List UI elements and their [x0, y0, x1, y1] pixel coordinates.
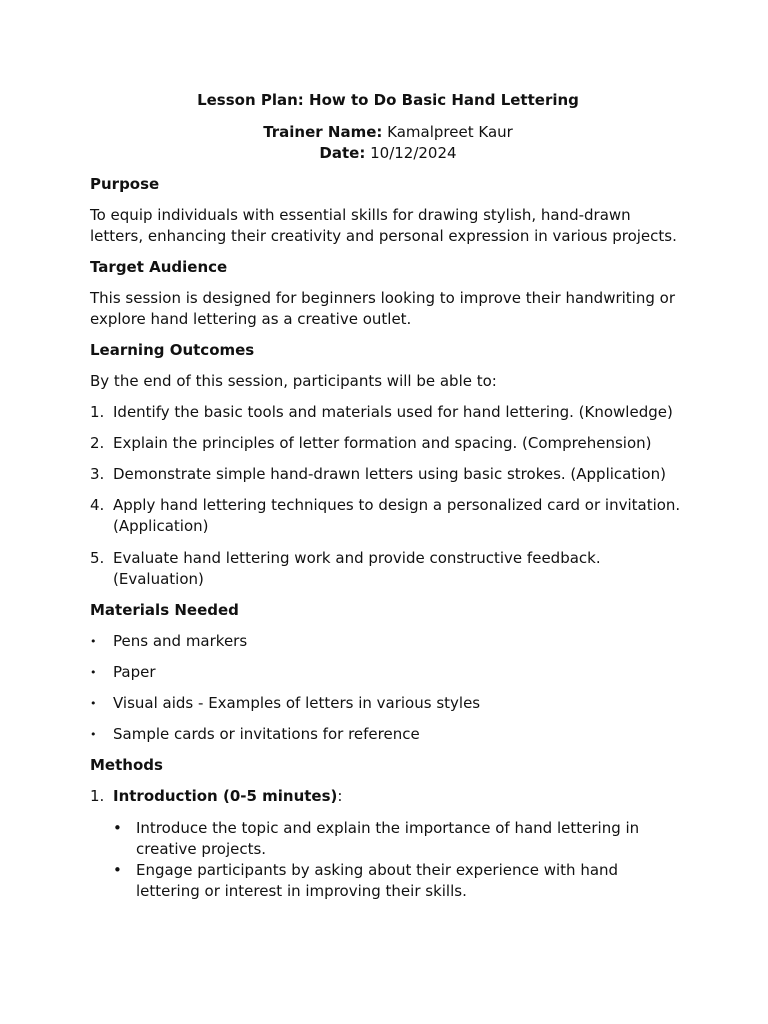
list-item [90, 433, 686, 454]
item-number: 2. [90, 434, 105, 452]
bullet-icon: • [90, 697, 97, 710]
item-text: Apply hand lettering techniques to design a personalized card or invitation. (Application) [113, 496, 681, 535]
item-text: Demonstrate simple hand-drawn letters using basic strokes. (Application) [113, 465, 666, 483]
bullet-icon: • [90, 635, 97, 648]
list-item [113, 860, 686, 902]
trainer-label: Trainer Name: [263, 123, 383, 141]
step-bullets [113, 818, 686, 902]
step-suffix: : [337, 787, 343, 805]
item-text: Identify the basic tools and materials used for hand lettering. (Knowledge) [113, 403, 673, 421]
materials-heading: Materials Needed [90, 601, 239, 619]
audience-heading: Target Audience [90, 258, 228, 276]
document-title: Lesson Plan: How to Do Basic Hand Lettering [197, 91, 579, 109]
purpose-text: To equip individuals with essential skills for drawing stylish, hand-drawn letters, enhancing their creativity and personal expression in various projects. [90, 206, 677, 245]
item-text: Paper [113, 663, 156, 681]
bullet-icon: • [113, 819, 122, 837]
item-number: 5. [90, 549, 105, 567]
item-text: Pens and markers [113, 632, 248, 650]
item-text: Evaluate hand lettering work and provide constructive feedback. (Evaluation) [113, 549, 601, 588]
methods-list [90, 786, 686, 902]
list-item [90, 724, 686, 745]
list-item [90, 495, 686, 537]
date-line [90, 143, 686, 164]
item-text: Engage participants by asking about their experience with hand lettering or interest in improving their skills. [136, 861, 619, 900]
outcomes-list [90, 402, 686, 590]
audience-text: This session is designed for beginners looking to improve their handwriting or explore hand lettering as a creative outlet. [90, 289, 675, 328]
list-item [113, 818, 686, 860]
methods-heading: Methods [90, 756, 163, 774]
step-title: Introduction (0-5 minutes) [113, 787, 338, 805]
list-item [90, 548, 686, 590]
list-item [90, 402, 686, 423]
item-number: 1. [90, 787, 105, 805]
bullet-icon: • [113, 861, 122, 879]
outcomes-heading: Learning Outcomes [90, 341, 255, 359]
bullet-icon: • [90, 666, 97, 679]
document-page [90, 90, 686, 902]
list-item [90, 786, 686, 902]
document-meta [90, 122, 686, 164]
item-text: Introduce the topic and explain the importance of hand lettering in creative projects. [136, 819, 640, 858]
list-item [90, 662, 686, 683]
date-value: 10/12/2024 [370, 144, 457, 162]
item-text: Explain the principles of letter formation and spacing. (Comprehension) [113, 434, 652, 452]
purpose-heading: Purpose [90, 175, 160, 193]
outcomes-intro: By the end of this session, participants will be able to: [90, 372, 497, 390]
list-item [90, 631, 686, 652]
list-item [90, 693, 686, 714]
list-item [90, 464, 686, 485]
bullet-icon: • [90, 728, 97, 741]
trainer-value: Kamalpreet Kaur [387, 123, 513, 141]
materials-list [90, 631, 686, 745]
item-text: Visual aids - Examples of letters in various styles [113, 694, 481, 712]
trainer-line [90, 122, 686, 143]
item-number: 4. [90, 496, 105, 514]
item-number: 1. [90, 403, 105, 421]
item-text: Sample cards or invitations for reference [113, 725, 420, 743]
date-label: Date: [319, 144, 366, 162]
item-number: 3. [90, 465, 105, 483]
